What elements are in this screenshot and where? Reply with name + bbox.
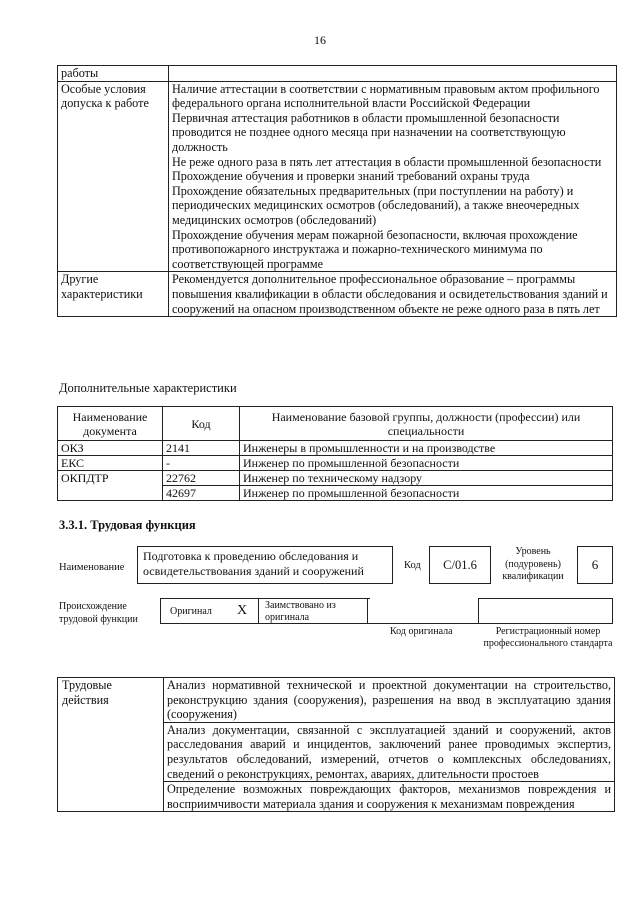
action-item: Определение возможных повреждающих факторов, механизмов повреждения и восприимчивости материала здания и сооружения к механизмам повреждения <box>164 782 615 812</box>
reg-number-cell <box>478 598 613 624</box>
condition-line: Наличие аттестации в соответствии с нормативным правовым актом профильного федерального органа исполнительной власти Российской Федерации <box>172 81 600 111</box>
orig-code-caption: Код оригинала <box>390 626 453 637</box>
condition-line: Первичная аттестация работников в области промышленной безопасности проводится не позднее одного месяца при назначении на соответствующую должность <box>172 110 566 154</box>
row-content <box>169 272 617 317</box>
header-cell: Наименование документа <box>58 407 163 441</box>
name-cell: Инженеры в промышленности и на производстве <box>240 441 613 456</box>
row-label: Особые условия допуска к работе <box>58 81 169 272</box>
code-cell: 22762 <box>163 471 240 486</box>
name-cell: Инженер по техническому надзору <box>240 471 613 486</box>
code-cell: - <box>163 456 240 471</box>
actions-label: Трудовые действия <box>58 678 164 812</box>
code-cell: 2141 <box>163 441 240 456</box>
actions-table <box>57 677 615 812</box>
condition-line: Прохождение обучения мерам пожарной безопасности, включая прохождение противопожарного инструктажа и пожарно-технического минимума по соответствующей программе <box>172 227 578 271</box>
name-cell: Инженер по промышленной безопасности <box>240 486 613 501</box>
additional-table <box>57 406 613 501</box>
doc-cell: ОКПДТР <box>58 471 163 501</box>
name-cell: Инженер по промышленной безопасности <box>240 456 613 471</box>
header-cell: Код <box>163 407 240 441</box>
orig-code-cell <box>368 598 478 624</box>
header-cell: Наименование базовой группы, должности (профессии) или специальности <box>240 407 613 441</box>
code-cell: 42697 <box>163 486 240 501</box>
condition-line: Не реже одного раза в пять лет аттестация в области промышленной безопасности <box>172 154 602 169</box>
code-label: Код <box>404 560 421 571</box>
action-item: Анализ документации, связанной с эксплуатацией зданий и сооружений, актов расследования аварий и инцидентов, заключений ранее проводимых экспертиз, результатов обследований, измерений, отчетов о комплексных обследованиях, сведений о реконструкциях, ремонтах, авариях, длительности простоев <box>164 722 615 781</box>
level-box: 6 <box>577 546 613 584</box>
function-heading: 3.3.1. Трудовая функция <box>59 518 196 532</box>
row-label: работы <box>58 66 169 82</box>
function-code-box: C/01.6 <box>429 546 491 584</box>
row-label: Другие характеристики <box>58 272 169 317</box>
reg-number-caption: Регистрационный номер профессионального стандарта <box>483 626 613 649</box>
doc-cell: ЕКС <box>58 456 163 471</box>
page-number: 16 <box>314 33 326 47</box>
other-line: Рекомендуется дополнительное профессиональное образование – программы повышения квалификации в области обследования и освидетельствования зданий и сооружений на опасном производственном объекте не реже одного раза в пять лет <box>172 272 608 316</box>
qualification-table <box>57 65 617 317</box>
condition-line: Прохождение обязательных предварительных (при поступлении на работу) и периодических медицинских осмотров (обследований), а также внеочередных медицинских осмотров (обследований) <box>172 183 580 227</box>
condition-line: Прохождение обучения и проверки знаний требований охраны труда <box>172 169 530 184</box>
action-item: Анализ нормативной технической и проектной документации на строительство, реконструкцию здания (сооружения), разрешения на ввод в эксплуатацию здания (сооружения) <box>164 678 615 723</box>
additional-title: Дополнительные характеристики <box>59 381 237 395</box>
level-label: Уровень (подуровень) квалификации <box>502 546 564 582</box>
origin-label: Происхождение трудовой функции <box>59 601 138 625</box>
function-name-box: Подготовка к проведению обследования и освидетельствования зданий и сооружений <box>137 546 393 584</box>
original-mark: X <box>237 603 248 618</box>
row-content <box>169 81 617 272</box>
row-content <box>169 66 617 82</box>
original-label: Оригинал <box>170 606 212 617</box>
borrowed-label: Заимствовано из оригинала <box>265 600 336 623</box>
name-label: Наименование <box>59 562 125 573</box>
doc-cell: ОКЗ <box>58 441 163 456</box>
